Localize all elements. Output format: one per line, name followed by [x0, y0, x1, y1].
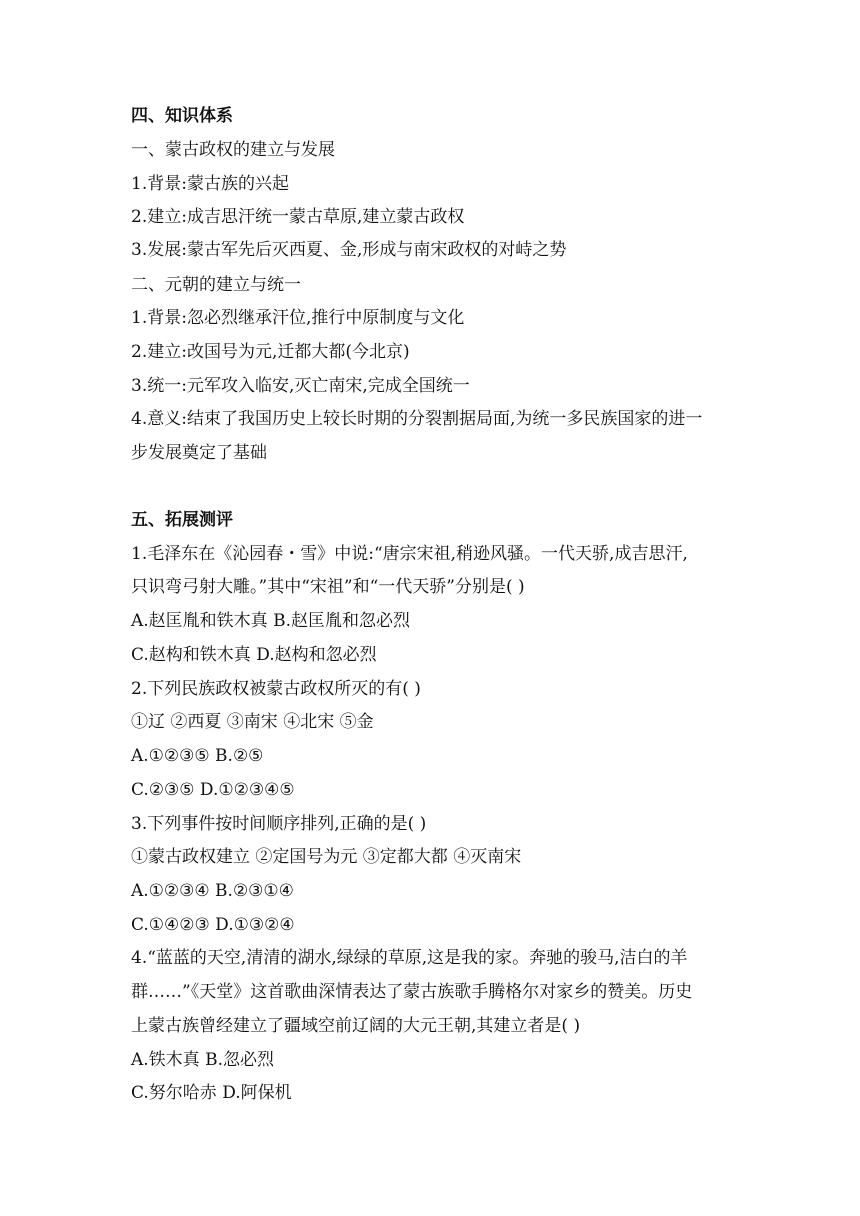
question-1-options: A.赵匡胤和铁木真 B.赵匡胤和忽必烈	[131, 611, 410, 631]
question-4-stem: 上蒙古族曾经建立了疆域空前辽阔的大元王朝,其建立者是( )	[131, 1016, 581, 1036]
question-1-stem: 1.毛泽东在《沁园春・雪》中说:“唐宗宋祖,稍逊风骚。一代天骄,成吉思汗,	[131, 544, 688, 564]
question-2-stem: 2.下列民族政权被蒙古政权所灭的有( )	[131, 679, 421, 699]
text-line: 步发展奠定了基础	[131, 443, 267, 463]
text-line: 2.建立:改国号为元,迁都大都(今北京)	[131, 342, 410, 362]
text-line: 2.建立:成吉思汗统一蒙古草原,建立蒙古政权	[131, 207, 465, 227]
section-heading-knowledge-system: 四、知识体系	[131, 106, 233, 126]
text-line: 3.统一:元军攻入临安,灭亡南宋,完成全国统一	[131, 376, 470, 396]
question-2-options: C.②③⑤ D.①②③④⑤	[131, 780, 295, 800]
question-4-options: A.铁木真 B.忽必烈	[131, 1050, 274, 1070]
question-3-options: A.①②③④ B.②③①④	[131, 881, 294, 901]
question-1-stem: 只识弯弓射大雕。”其中“宋祖”和“一代天骄”分别是( )	[131, 577, 525, 597]
question-3-options: C.①④②③ D.①③②④	[131, 915, 295, 935]
question-4-stem: 群……”《天堂》这首歌曲深情表达了蒙古族歌手腾格尔对家乡的赞美。历史	[131, 982, 693, 1002]
question-3-items: ①蒙古政权建立 ②定国号为元 ③定都大都 ④灭南宋	[131, 847, 522, 867]
question-2-options: A.①②③⑤ B.②⑤	[131, 746, 264, 766]
question-4-stem: 4.“蓝蓝的天空,清清的湖水,绿绿的草原,这是我的家。奔驰的骏马,洁白的羊	[131, 948, 688, 968]
subheading-yuan-dynasty: 二、元朝的建立与统一	[131, 275, 301, 295]
section-heading-extended-test: 五、拓展测评	[131, 510, 233, 530]
text-line: 1.背景:蒙古族的兴起	[131, 174, 289, 194]
question-4-options: C.努尔哈赤 D.阿保机	[131, 1083, 292, 1103]
subheading-mongol-regime: 一、蒙古政权的建立与发展	[131, 140, 335, 160]
question-3-stem: 3.下列事件按时间顺序排列,正确的是( )	[131, 814, 427, 834]
text-line: 1.背景:忽必烈继承汗位,推行中原制度与文化	[131, 308, 465, 328]
text-line: 4.意义:结束了我国历史上较长时期的分裂割据局面,为统一多民族国家的进一	[131, 409, 703, 429]
question-2-items: ①辽 ②西夏 ③南宋 ④北宋 ⑤金	[131, 712, 374, 732]
question-1-options: C.赵构和铁木真 D.赵构和忽必烈	[131, 645, 377, 665]
text-line: 3.发展:蒙古军先后灭西夏、金,形成与南宋政权的对峙之势	[131, 240, 567, 260]
